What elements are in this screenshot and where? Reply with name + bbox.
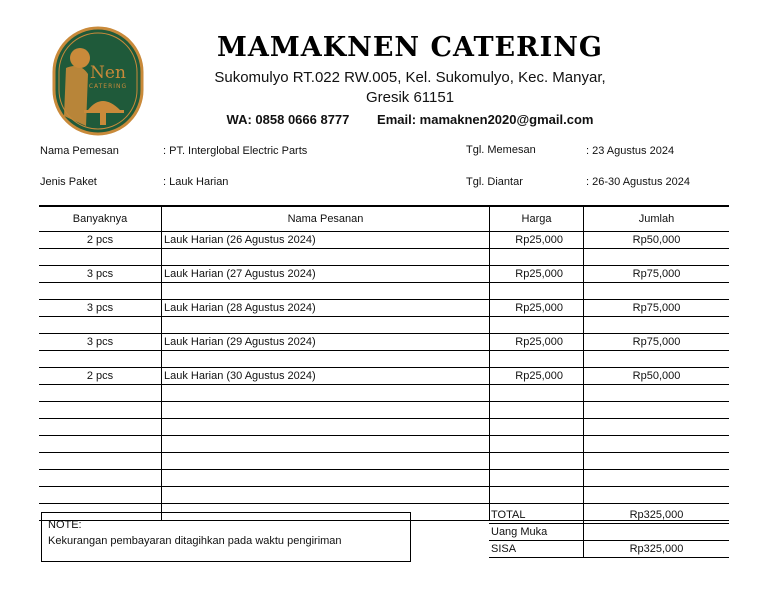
- cell-jumlah: Rp75,000: [584, 334, 730, 351]
- cell-nama-pesanan: [162, 487, 490, 504]
- address-line-2: Gresik 61151: [365, 89, 455, 106]
- cell-nama-pesanan: [162, 436, 490, 453]
- cell-jumlah: [584, 385, 730, 402]
- cell-harga: [490, 283, 584, 300]
- cell-nama-pesanan: [162, 453, 490, 470]
- cell-nama-pesanan: [162, 249, 490, 266]
- cell-harga: [490, 436, 584, 453]
- cell-banyaknya: 3 pcs: [39, 300, 162, 317]
- table-row: [39, 368, 729, 385]
- total-row: [489, 507, 729, 524]
- cell-banyaknya: 3 pcs: [39, 334, 162, 351]
- contact-line: [160, 112, 660, 127]
- sisa-value: Rp325,000: [584, 541, 730, 558]
- cell-nama-pesanan: [162, 402, 490, 419]
- table-row: [39, 317, 729, 334]
- company-title: MAMAKNEN CATERING: [217, 32, 603, 63]
- whatsapp-number: WA: 0858 0666 8777: [226, 112, 350, 127]
- cell-harga: [490, 249, 584, 266]
- cell-nama-pesanan: Lauk Harian (26 Agustus 2024): [162, 232, 490, 249]
- note-text: Kekurangan pembayaran ditagihkan pada waktu pengiriman: [48, 535, 342, 547]
- order-table: [39, 205, 729, 521]
- total-value: Rp325,000: [584, 507, 730, 524]
- cell-jumlah: [584, 249, 730, 266]
- jenis-paket-value: : Lauk Harian: [163, 176, 229, 188]
- table-row: [39, 385, 729, 402]
- cell-nama-pesanan: [162, 419, 490, 436]
- address-line-1: Sukomulyo RT.022 RW.005, Kel. Sukomulyo, Kec. Manyar,: [214, 69, 606, 86]
- table-row: [39, 436, 729, 453]
- uang-muka-value: [584, 524, 730, 541]
- cell-jumlah: [584, 419, 730, 436]
- cell-banyaknya: [39, 402, 162, 419]
- cell-nama-pesanan: [162, 351, 490, 368]
- cell-nama-pesanan: Lauk Harian (29 Agustus 2024): [162, 334, 490, 351]
- table-row: [39, 470, 729, 487]
- tgl-diantar-value: : 26-30 Agustus 2024: [586, 176, 690, 188]
- nama-pemesan-label: Nama Pemesan: [40, 145, 119, 157]
- cell-banyaknya: [39, 419, 162, 436]
- cell-jumlah: [584, 470, 730, 487]
- tgl-memesan-label: Tgl. Memesan: [466, 144, 536, 156]
- cell-harga: [490, 487, 584, 504]
- cell-banyaknya: 2 pcs: [39, 232, 162, 249]
- cell-banyaknya: 3 pcs: [39, 266, 162, 283]
- uang-muka-label: Uang Muka: [489, 524, 584, 541]
- table-row: [39, 351, 729, 368]
- cell-banyaknya: [39, 470, 162, 487]
- cell-harga: [490, 351, 584, 368]
- table-row: [39, 283, 729, 300]
- cell-harga: [490, 470, 584, 487]
- header-nama-pesanan: Nama Pesanan: [162, 206, 490, 232]
- cell-banyaknya: [39, 249, 162, 266]
- cell-nama-pesanan: Lauk Harian (28 Agustus 2024): [162, 300, 490, 317]
- cell-nama-pesanan: [162, 283, 490, 300]
- cell-jumlah: [584, 453, 730, 470]
- cell-jumlah: Rp50,000: [584, 368, 730, 385]
- header-harga: Harga: [490, 206, 584, 232]
- sisa-row: [489, 541, 729, 558]
- company-logo: [52, 26, 144, 136]
- cell-harga: [490, 385, 584, 402]
- table-row: [39, 249, 729, 266]
- logo-emblem-icon: [52, 26, 144, 136]
- email-address: Email: mamaknen2020@gmail.com: [377, 112, 594, 127]
- cell-banyaknya: [39, 436, 162, 453]
- logo-subtext: CATERING: [88, 83, 128, 90]
- cell-harga: Rp25,000: [490, 266, 584, 283]
- tgl-memesan-value: : 23 Agustus 2024: [586, 145, 675, 157]
- cell-nama-pesanan: Lauk Harian (27 Agustus 2024): [162, 266, 490, 283]
- table-row: [39, 334, 729, 351]
- cell-jumlah: [584, 436, 730, 453]
- nama-pemesan-value: : PT. Interglobal Electric Parts: [163, 145, 308, 157]
- logo-text: Nen: [90, 63, 126, 83]
- cell-jumlah: [584, 283, 730, 300]
- note-label: NOTE:: [48, 519, 82, 531]
- cell-banyaknya: 2 pcs: [39, 368, 162, 385]
- cell-nama-pesanan: [162, 470, 490, 487]
- cell-jumlah: [584, 402, 730, 419]
- table-row: [39, 232, 729, 249]
- sisa-label: SISA: [489, 541, 584, 558]
- cell-banyaknya: [39, 351, 162, 368]
- cell-banyaknya: [39, 283, 162, 300]
- cell-nama-pesanan: [162, 385, 490, 402]
- total-label: TOTAL: [489, 507, 584, 524]
- cell-jumlah: Rp75,000: [584, 300, 730, 317]
- uang-muka-row: [489, 524, 729, 541]
- cell-harga: Rp25,000: [490, 300, 584, 317]
- header-jumlah: Jumlah: [584, 206, 730, 232]
- table-row: [39, 300, 729, 317]
- cell-harga: [490, 419, 584, 436]
- cell-harga: Rp25,000: [490, 232, 584, 249]
- jenis-paket-label: Jenis Paket: [40, 176, 97, 188]
- table-row: [39, 487, 729, 504]
- cell-jumlah: [584, 317, 730, 334]
- cell-banyaknya: [39, 453, 162, 470]
- cell-banyaknya: [39, 317, 162, 334]
- cell-jumlah: Rp75,000: [584, 266, 730, 283]
- cell-nama-pesanan: Lauk Harian (30 Agustus 2024): [162, 368, 490, 385]
- cell-harga: [490, 453, 584, 470]
- cell-jumlah: [584, 351, 730, 368]
- company-address: [160, 68, 660, 108]
- cell-harga: Rp25,000: [490, 368, 584, 385]
- note-box: [41, 512, 411, 562]
- totals-table: [489, 507, 729, 558]
- table-row: [39, 453, 729, 470]
- table-row: [39, 402, 729, 419]
- cell-harga: Rp25,000: [490, 334, 584, 351]
- cell-nama-pesanan: [162, 317, 490, 334]
- cell-banyaknya: [39, 385, 162, 402]
- table-row: [39, 266, 729, 283]
- header-banyaknya: Banyaknya: [39, 206, 162, 232]
- cell-jumlah: Rp50,000: [584, 232, 730, 249]
- cell-banyaknya: [39, 487, 162, 504]
- cell-harga: [490, 402, 584, 419]
- cell-harga: [490, 317, 584, 334]
- table-row: [39, 419, 729, 436]
- table-header-row: [39, 206, 729, 232]
- cell-jumlah: [584, 487, 730, 504]
- tgl-diantar-label: Tgl. Diantar: [466, 176, 523, 188]
